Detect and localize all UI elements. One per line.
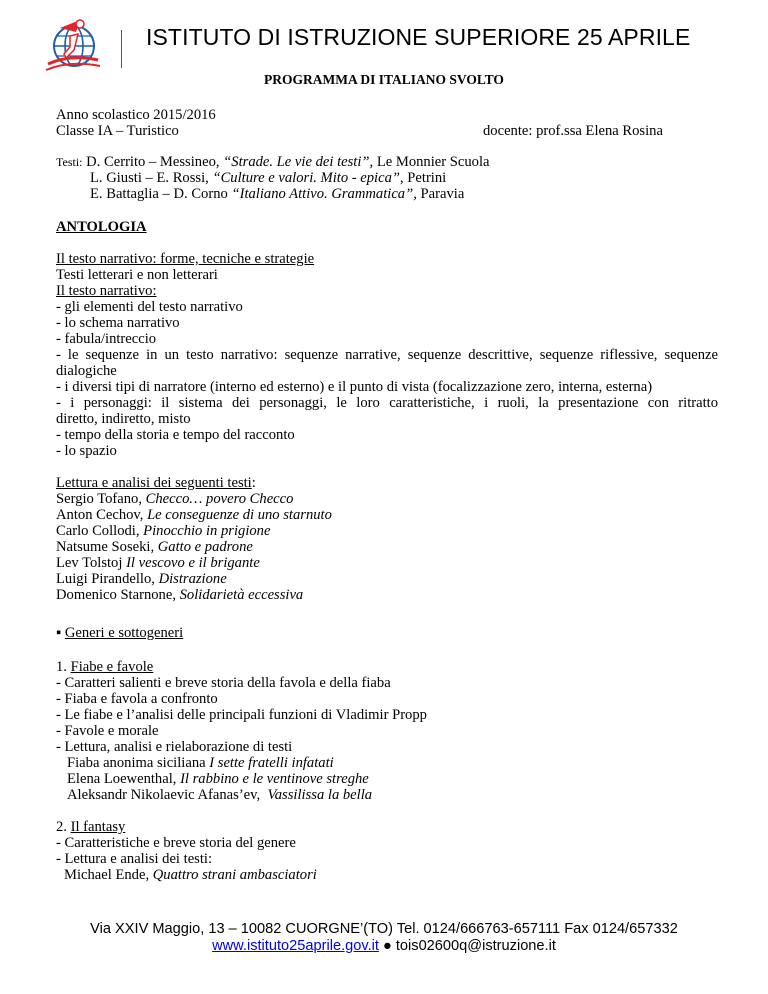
teacher-name: docente: prof.ssa Elena Rosina	[483, 123, 663, 139]
list-item: - fabula/intreccio	[56, 331, 157, 347]
reading-item: Carlo Collodi, Pinocchio in prigione	[56, 523, 271, 539]
list-item: dialogiche	[56, 363, 117, 379]
class-label: Classe IA – Turistico	[56, 123, 179, 139]
list-item: - Lettura, analisi e rielaborazione di testi	[56, 739, 293, 755]
footer-address: Via XXIV Maggio, 13 – 10082 CUORGNE’(TO) Tel. 0124/666763-657111 Fax 0124/657332	[90, 921, 678, 937]
genres-heading: ▪ Generi e sottogeneri	[56, 625, 184, 641]
reading-item: Lev Tolstoj Il vescovo e il brigante	[56, 555, 260, 571]
narrative-subheading: Il testo narrativo:	[56, 283, 157, 299]
textbook-line: E. Battaglia – D. Corno “Italiano Attivo. Grammatica”, Paravia	[90, 186, 465, 202]
class-line	[56, 123, 718, 139]
list-item: - Lettura e analisi dei testi:	[56, 851, 213, 867]
fairy-tales-heading: 1. Fiabe e favole	[56, 659, 154, 675]
school-year: Anno scolastico 2015/2016	[56, 107, 216, 123]
reading-item: Anton Cechov, Le conseguenze di uno starnuto	[56, 507, 332, 523]
institute-name: ISTITUTO DI ISTRUZIONE SUPERIORE 25 APRILE	[146, 24, 691, 50]
separator: ●	[378, 938, 396, 954]
header-divider	[121, 30, 122, 68]
fantasy-heading: 2. Il fantasy	[56, 819, 126, 835]
reading-item: Michael Ende, Quattro strani ambasciatori	[64, 867, 317, 883]
reading-item: Sergio Tofano, Checco… povero Checco	[56, 491, 294, 507]
section-heading: ANTOLOGIA	[56, 219, 147, 235]
email-address[interactable]: tois02600q@istruzione.it	[395, 938, 556, 954]
reading-item: Natsume Soseki, Gatto e padrone	[56, 539, 253, 555]
textbook-line: L. Giusti – E. Rossi, “Culture e valori. Mito - epica”, Petrini	[90, 170, 447, 186]
readings-heading: Lettura e analisi dei seguenti testi:	[56, 475, 256, 491]
website-link[interactable]: www.istituto25aprile.gov.it	[212, 938, 379, 954]
footer-contacts	[0, 938, 768, 955]
list-item: diretto, indiretto, misto	[56, 411, 191, 427]
reading-item: Aleksandr Nikolaevic Afanas’ev, Vassilissa la bella	[67, 787, 373, 803]
list-item: - i diversi tipi di narratore (interno ed esterno) e il punto di vista (focalizzazione zero, interna, esterna)	[56, 379, 653, 395]
textbooks-label: Testi:	[56, 155, 83, 169]
reading-item: Elena Loewenthal, Il rabbino e le ventinove streghe	[67, 771, 369, 787]
list-item: - lo spazio	[56, 443, 117, 459]
meta-block	[56, 107, 718, 139]
list-item: - gli elementi del testo narrativo	[56, 299, 243, 315]
list-item: - Fiaba e favola a confronto	[56, 691, 218, 707]
narrative-heading: Il testo narrativo: forme, tecniche e strategie	[56, 251, 315, 267]
reading-item: Domenico Starnone, Solidarietà eccessiva	[56, 587, 304, 603]
list-item: - Caratteristiche e breve storia del genere	[56, 835, 296, 851]
fairy-tales-block	[56, 659, 718, 803]
list-item: - tempo della storia e tempo del racconto	[56, 427, 295, 443]
list-item: - Le fiabe e l’analisi delle principali funzioni di Vladimir Propp	[56, 707, 427, 723]
fantasy-block	[56, 819, 718, 883]
reading-item: Fiaba anonima siciliana I sette fratelli infatati	[67, 755, 334, 771]
list-item: - i personaggi: il sistema dei personaggi, le loro caratteristiche, i ruoli, la presentazione con ritratto	[56, 395, 718, 411]
school-logo	[40, 14, 106, 76]
narrative-line: Testi letterari e non letterari	[56, 267, 218, 283]
list-item: - Favole e morale	[56, 723, 159, 739]
list-item: - le sequenze in un testo narrativo: sequenze narrative, sequenze descrittive, sequenze riflessive, sequenze	[56, 347, 718, 363]
textbooks-block	[56, 154, 718, 202]
list-item: - lo schema narrativo	[56, 315, 180, 331]
reading-item: Luigi Pirandello, Distrazione	[56, 571, 227, 587]
narrative-block	[56, 251, 718, 459]
bullet-icon: ▪	[56, 625, 62, 641]
list-item: - Caratteri salienti e breve storia della favola e della fiaba	[56, 675, 391, 691]
document-title: PROGRAMMA DI ITALIANO SVOLTO	[264, 72, 504, 87]
textbook-line: Testi: D. Cerrito – Messineo, “Strade. Le vie dei testi”, Le Monnier Scuola	[56, 154, 490, 170]
readings-block	[56, 475, 718, 603]
